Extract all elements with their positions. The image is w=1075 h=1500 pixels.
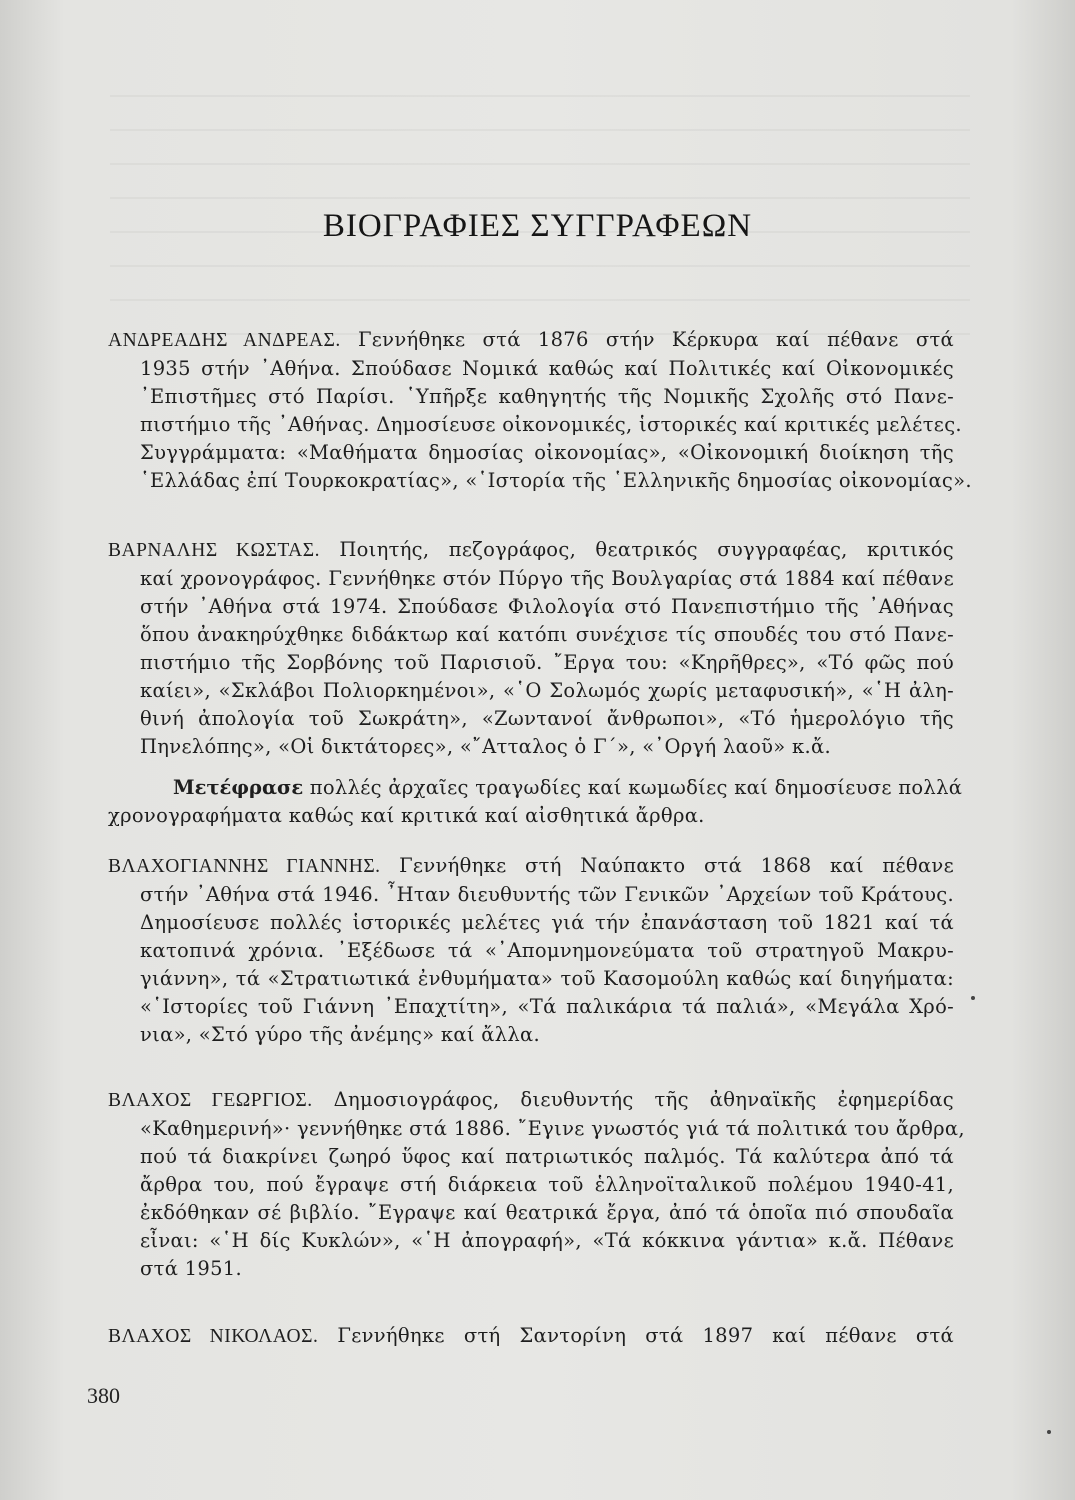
author-name: ΒΛΑΧΟΓΙΑΝΝΗΣ ΓΙΑΝΝΗΣ. [108, 856, 381, 877]
entry-line: πιστήμιο τῆς ᾿Αθήνας. Δημοσίευσε οἰκονομικές, ἱστορικές καί κριτικές μελέτες. [140, 413, 962, 436]
entry-line: ΒΛΑΧΟΣ ΓΕΩΡΓΙΟΣ. Δημοσιογράφος, διευθυντής τῆς ἀθηναϊκῆς ἐφημερίδας [108, 1088, 955, 1111]
entry-line: ἐκδόθηκαν σέ βιβλίο. ῎Εγραψε καί θεατρικά ἔργα, ἀπό τά ὁποῖα πιό σπουδαῖα [140, 1201, 954, 1224]
entry-line: Δημοσίευσε πολλές ἱστορικές μελέτες γιά τήν ἐπανάσταση τοῦ 1821 καί τά [140, 911, 954, 934]
entry-line: ΒΑΡΝΑΛΗΣ ΚΩΣΤΑΣ. Ποιητής, πεζογράφος, θεατρικός συγγραφέας, κριτικός [108, 538, 954, 561]
entry-line: «Καθημερινή»· γεννήθηκε στά 1886. ῎Εγινε γνωστός γιά τά πολιτικά του ἄρθρα, [140, 1117, 965, 1140]
entry-line: χρονογραφήματα καθώς καί κριτικά καί αἰσθητικά ἄρθρα. [108, 804, 705, 827]
entry-line: πού τά διακρίνει ζωηρό ὕφος καί πατριωτικός παλμός. Τά καλύτερα ἀπό τά [140, 1145, 954, 1168]
biography-entry-varnalis-translations [108, 774, 963, 830]
entry-line: Συγγράμματα: «Μαθήματα δημοσίας οἰκονομίας», «Οἰκονομική διοίκηση τῆς [140, 441, 954, 464]
author-name: ΑΝΔΡΕΑΔΗΣ ΑΝΔΡΕΑΣ. [108, 330, 341, 351]
biography-entry-vlachos-nikolaos [108, 1322, 954, 1351]
entry-line: στήν ᾿Αθήνα στά 1974. Σπούδασε Φιλολογία στό Πανεπιστήμιο τῆς ᾿Αθήνας [140, 595, 954, 618]
entry-line: εἶναι: «῾Η δίς Κυκλών», «῾Η ἀπογραφή», «Τά κόκκινα γάντια» κ.ἄ. Πέθανε [140, 1229, 954, 1252]
page-number: 380 [87, 1383, 120, 1408]
speck-mark [971, 996, 975, 1000]
author-name: ΒΛΑΧΟΣ ΓΕΩΡΓΙΟΣ. [108, 1090, 313, 1111]
entry-line: πιστήμιο τῆς Σορβόνης τοῦ Παρισιοῦ. ῎Εργα του: «Κηρῆθρες», «Τό φῶς πού [140, 651, 954, 674]
entry-line: ῾Ελλάδας ἐπί Τουρκοκρατίας», «῾Ιστορία τῆς ῾Ελληνικῆς δημοσίας οἰκονομίας». [140, 469, 972, 492]
lead-word: Μετέφρασε [173, 776, 304, 799]
entry-line: γιάννη», τά «Στρατιωτικά ἐνθυμήματα» τοῦ Κασομούλη καθώς καί διηγήματα: [140, 967, 954, 990]
biography-entry-andreadis [108, 326, 972, 495]
entry-line: ΒΛΑΧΟΓΙΑΝΝΗΣ ΓΙΑΝΝΗΣ. Γεννήθηκε στή Ναύπακτο στά 1868 καί πέθανε [108, 854, 954, 877]
entry-line: στά 1951. [140, 1257, 242, 1280]
entry-line: 1935 στήν ᾿Αθήνα. Σπούδασε Νομικά καθώς καί Πολιτικές καί Οἰκονομικές [140, 357, 954, 380]
biography-entry-varnalis [108, 536, 954, 761]
entry-line: νια», «Στό γύρο τῆς ἀνέμης» καί ἄλλα. [140, 1023, 541, 1046]
entry-line: Μετέφρασε πολλές ἀρχαῖες τραγωδίες καί κωμωδίες καί δημοσίευσε πολλά [173, 776, 963, 799]
entry-line: θινή ἀπολογία τοῦ Σωκράτη», «Ζωντανοί ἄνθρωποι», «Τό ἡμερολόγιο τῆς [140, 707, 954, 730]
speck-mark [1047, 1430, 1051, 1434]
entry-line: ΒΛΑΧΟΣ ΝΙΚΟΛΑΟΣ. Γεννήθηκε στή Σαντορίνη στά 1897 καί πέθανε στά [108, 1324, 955, 1347]
entry-line: ὅπου ἀνακηρύχθηκε διδάκτωρ καί κατόπι συνέχισε τίς σπουδές του στό Πανε- [140, 623, 954, 646]
entry-line: ἄρθρα του, πού ἔγραψε στή διάρκεια τοῦ ἑλληνοϊταλικοῦ πολέμου 1940-41, [140, 1173, 954, 1196]
entry-line: ΑΝΔΡΕΑΔΗΣ ΑΝΔΡΕΑΣ. Γεννήθηκε στά 1876 στήν Κέρκυρα καί πέθανε στά [108, 328, 954, 351]
biography-entry-vlachogiannis [108, 852, 954, 1049]
entry-line: καί χρονογράφος. Γεννήθηκε στόν Πύργο τῆς Βουλγαρίας στά 1884 καί πέθανε [140, 567, 954, 590]
author-name: ΒΑΡΝΑΛΗΣ ΚΩΣΤΑΣ. [108, 540, 320, 561]
entry-line: στήν ᾿Αθήνα στά 1946. ῏Ηταν διευθυντής τῶν Γενικῶν ᾿Αρχείων τοῦ Κράτους. [140, 883, 954, 906]
entry-line: ᾿Επιστῆμες στό Παρίσι. ῾Υπῆρξε καθηγητής τῆς Νομικῆς Σχολῆς στό Πανε- [140, 385, 954, 408]
biography-entry-vlachos-georgios [108, 1086, 965, 1283]
entry-line: κατοπινά χρόνια. ᾿Εξέδωσε τά «᾿Απομνημονεύματα τοῦ στρατηγοῦ Μακρυ- [140, 939, 954, 962]
author-name: ΒΛΑΧΟΣ ΝΙΚΟΛΑΟΣ. [108, 1326, 319, 1347]
entry-line: «῾Ιστορίες τοῦ Γιάννη ᾿Επαχτίτη», «Τά παλικάρια τά παλιά», «Μεγάλα Χρό- [140, 995, 954, 1018]
page-title: ΒΙΟΓΡΑΦΙΕΣ ΣΥΓΓΡΑΦΕΩΝ [322, 208, 753, 244]
entry-line: Πηνελόπης», «Οἱ δικτάτορες», «῎Ατταλος ὁ Γ΄», «᾿Οργή λαοῦ» κ.ἄ. [140, 735, 831, 758]
entry-line: καίει», «Σκλάβοι Πολιορκημένοι», «῾Ο Σολωμός χωρίς μεταφυσική», «῾Η ἀλη- [140, 679, 954, 702]
